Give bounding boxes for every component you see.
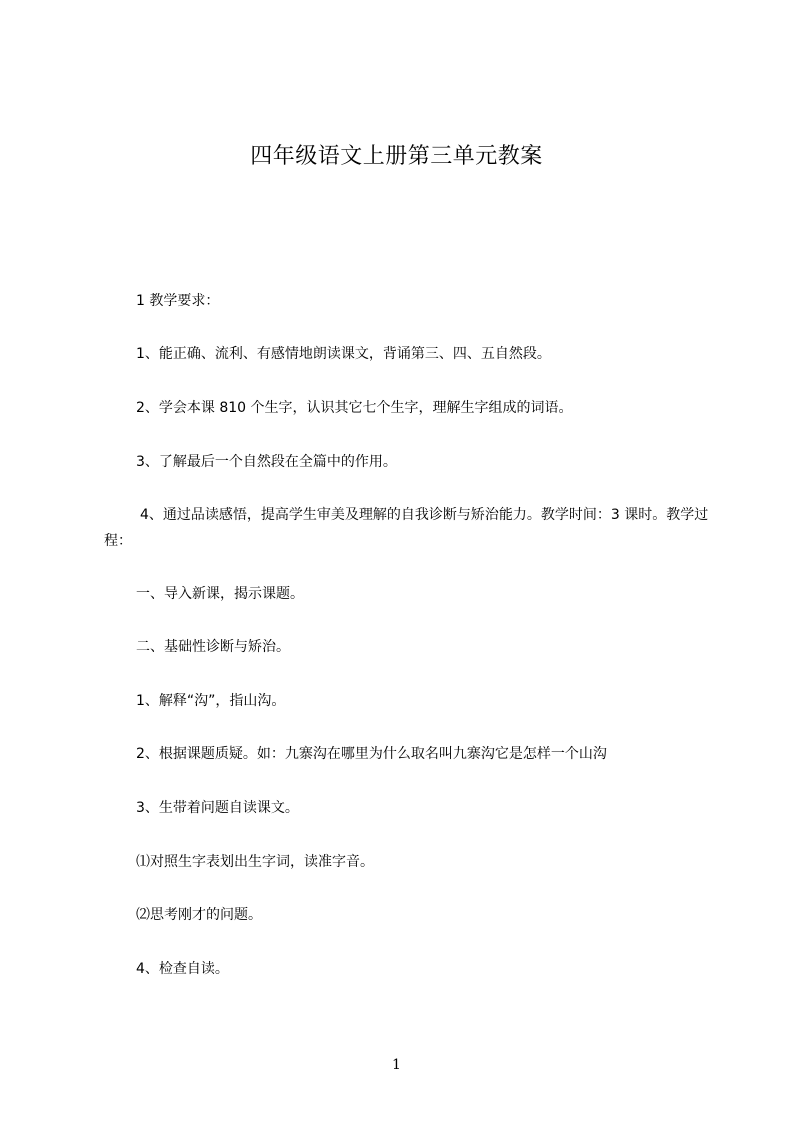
paragraph-substep-2: ⑵思考刚才的问题。: [136, 907, 262, 923]
paragraph-substep-1: ⑴对照生字表划出生字词，读准字音。: [136, 854, 374, 870]
paragraph-step-3: 3、生带着问题自读课文。: [136, 800, 299, 816]
paragraph-step-1: 1、解释“沟”，指山沟。: [136, 693, 286, 709]
document-title: 四年级语文上册第三单元教案: [250, 144, 543, 169]
paragraph-requirement-1: 1、能正确、流利、有感情地朗读课文，背诵第三、四、五自然段。: [136, 346, 551, 362]
paragraph-requirement-4: 4、通过品读感悟，提高学生审美及理解的自我诊断与矫治能力。教学时间：3 课时。教学过程：: [104, 507, 709, 549]
paragraph-section-1: 一、导入新课，揭示课题。: [136, 586, 304, 602]
page-number: 1: [392, 1057, 401, 1073]
paragraph-requirement-3: 3、了解最后一个自然段在全篇中的作用。: [136, 454, 397, 470]
paragraph-step-4: 4、检查自读。: [136, 961, 229, 977]
paragraph-step-2: 2、根据课题质疑。如：九寨沟在哪里为什么取名叫九寨沟它是怎样一个山沟: [136, 746, 607, 762]
paragraph-section-2: 二、基础性诊断与矫治。: [136, 639, 290, 655]
paragraph-teaching-requirements: 1 教学要求：: [136, 293, 220, 309]
paragraph-requirement-2: 2、学会本课 810 个生字，认识其它七个生字，理解生字组成的词语。: [136, 400, 573, 416]
